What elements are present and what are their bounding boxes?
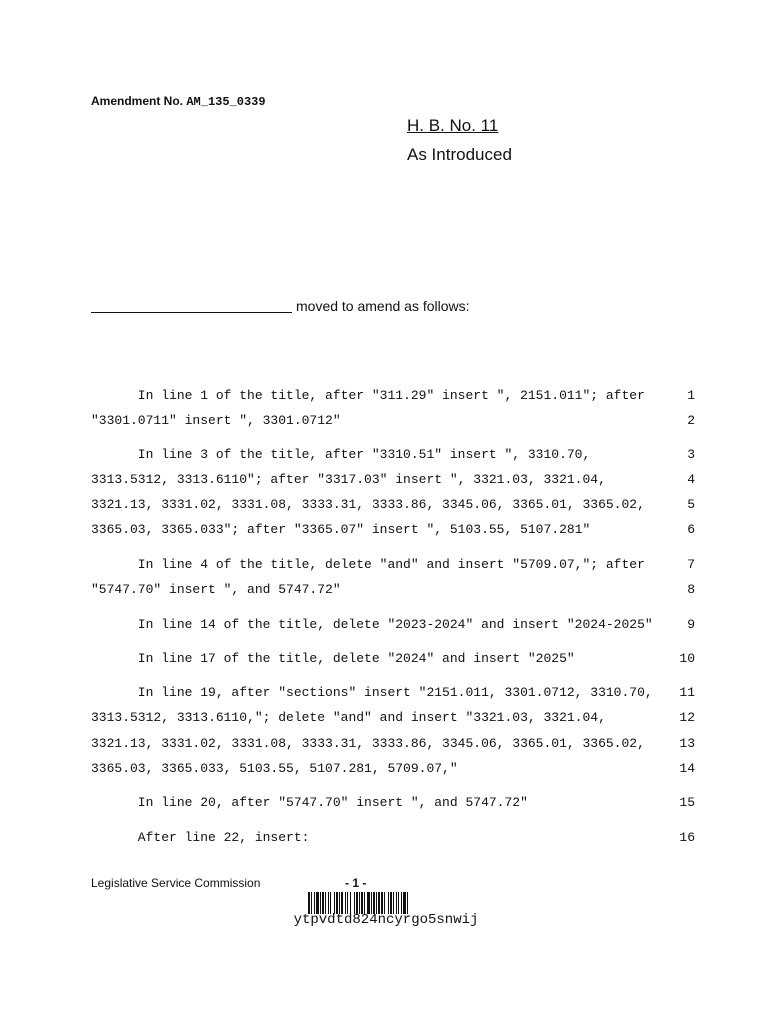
amendment-line-text: 3365.03, 3365.033"; after "3365.07" insert ", 5103.55, 5107.281" [91, 522, 591, 537]
amendment-line-text: 3313.5312, 3313.6110"; after "3317.03" insert ", 3321.03, 3321.04, [91, 472, 606, 487]
amendment-line-text: In line 17 of the title, delete "2024" and insert "2025" [91, 651, 575, 666]
line-number: 14 [679, 761, 695, 776]
line-number: 12 [679, 710, 695, 725]
amendment-line-text: In line 20, after "5747.70" insert ", and 5747.72" [91, 795, 528, 810]
footer-organization: Legislative Service Commission [91, 876, 261, 890]
amendment-line-text: 3321.13, 3331.02, 3331.08, 3333.31, 3333.86, 3345.06, 3365.01, 3365.02, [91, 736, 645, 751]
line-number: 16 [679, 830, 695, 845]
amendment-line-text: In line 1 of the title, after "311.29" insert ", 2151.011"; after [91, 388, 645, 403]
barcode [308, 892, 463, 914]
line-number: 8 [687, 582, 695, 597]
line-number: 7 [687, 557, 695, 572]
amendment-line-text: "5747.70" insert ", and 5747.72" [91, 582, 341, 597]
line-number: 2 [687, 413, 695, 428]
amendment-line-text: After line 22, insert: [91, 830, 310, 845]
amendment-line-text: In line 19, after "sections" insert "2151.011, 3301.0712, 3310.70, [91, 685, 653, 700]
amendment-line-text: In line 4 of the title, delete "and" and insert "5709.07,"; after [91, 557, 645, 572]
mover-signature-blank [91, 298, 292, 313]
amendment-code: AM_135_0339 [186, 95, 266, 109]
line-number: 13 [679, 736, 695, 751]
line-number: 5 [687, 497, 695, 512]
line-number: 1 [687, 388, 695, 403]
amendment-line-text: 3365.03, 3365.033, 5103.55, 5107.281, 5709.07," [91, 761, 458, 776]
amendment-line-text: "3301.0711" insert ", 3301.0712" [91, 413, 341, 428]
line-number: 15 [679, 795, 695, 810]
amendment-line-text: 3321.13, 3331.02, 3331.08, 3333.31, 3333.86, 3345.06, 3365.01, 3365.02, [91, 497, 645, 512]
amendment-number [91, 94, 266, 109]
amendment-line-text: In line 14 of the title, delete "2023-2024" and insert "2024-2025" [91, 617, 653, 632]
mover-text: moved to amend as follows: [296, 298, 470, 314]
barcode-text: ytpvdtd824ncyrgo5snwij [293, 912, 479, 928]
page-number: - 1 - [345, 876, 367, 890]
amendment-line-text: In line 3 of the title, after "3310.51" insert ", 3310.70, [91, 447, 591, 462]
line-number: 4 [687, 472, 695, 487]
mover-line [91, 298, 470, 314]
line-number: 3 [687, 447, 695, 462]
amendment-line-text: 3313.5312, 3313.6110,"; delete "and" and insert "3321.03, 3321.04, [91, 710, 606, 725]
amendment-prefix: Amendment No. [91, 94, 184, 108]
line-number: 10 [679, 651, 695, 666]
bill-number: H. B. No. 11 [407, 116, 499, 135]
line-number: 9 [687, 617, 695, 632]
line-number: 11 [679, 685, 695, 700]
bill-status: As Introduced [407, 145, 512, 164]
line-number: 6 [687, 522, 695, 537]
